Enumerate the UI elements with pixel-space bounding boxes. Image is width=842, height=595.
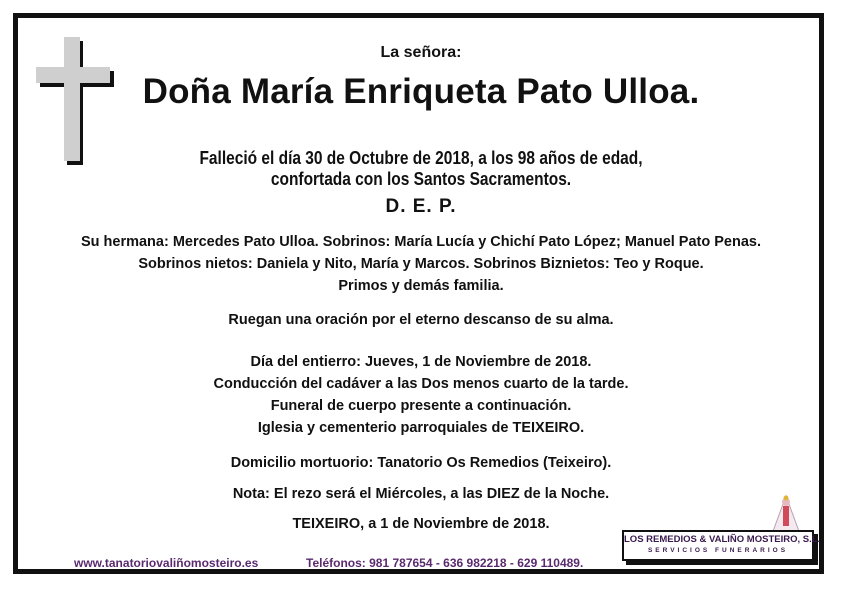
family-line-2: Sobrinos nietos: Daniela y Nito, María y Marcos. Sobrinos Biznietos: Teo y Roque. <box>138 256 704 272</box>
logo-name: LOS REMEDIOS & VALIÑO MOSTEIRO, S.L. <box>624 534 821 545</box>
home-text: Domicilio mortuorio: Tanatorio Os Remedios (Teixeiro). <box>230 455 612 471</box>
website-link[interactable]: www.tanatoriovaliñomosteiro.es <box>74 556 259 570</box>
phone-numbers: Teléfonos: 981 787654 - 636 982218 - 629 110489. <box>306 556 584 570</box>
prayer-text: Ruegan una oración por el eterno descanso de su alma. <box>228 312 614 328</box>
dep-text: D. E. P. <box>385 196 457 217</box>
death-line-1: Falleció el día 30 de Octubre de 2018, a los 98 años de edad, <box>199 148 643 168</box>
intro-text: La señora: <box>380 44 462 61</box>
burial-line-3: Funeral de cuerpo presente a continuación. <box>270 398 572 414</box>
burial-line-1: Día del entierro: Jueves, 1 de Noviembre de 2018. <box>250 354 592 370</box>
family-line-3: Primos y demás familia. <box>338 278 504 294</box>
death-line-2: confortada con los Santos Sacramentos. <box>270 169 572 189</box>
place-date: TEIXEIRO, a 1 de Noviembre de 2018. <box>292 516 550 532</box>
logo-box <box>622 530 821 561</box>
funeral-home-logo <box>616 494 821 574</box>
death-info <box>59 148 783 190</box>
note-text: Nota: El rezo será el Miércoles, a las DIEZ de la Noche. <box>232 486 610 502</box>
burial-info <box>0 351 842 439</box>
burial-line-4: Iglesia y cementerio parroquiales de TEIXEIRO. <box>257 420 585 436</box>
family-line-1: Su hermana: Mercedes Pato Ulloa. Sobrinos: María Lucía y Chichí Pato López; Manuel Pato Penas. <box>80 234 762 250</box>
deceased-name: Doña María Enriqueta Pato Ulloa. <box>142 72 700 111</box>
family-list <box>0 231 842 297</box>
burial-line-2: Conducción del cadáver a las Dos menos cuarto de la tarde. <box>213 376 629 392</box>
logo-subtitle: SERVICIOS FUNERARIOS <box>647 547 789 554</box>
